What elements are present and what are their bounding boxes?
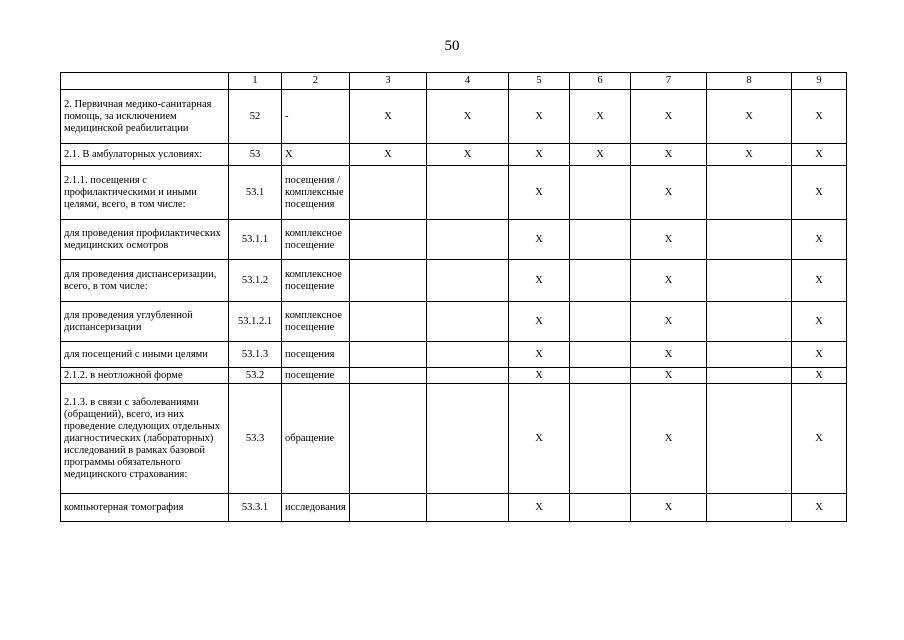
- value-cell: X: [792, 302, 847, 342]
- table-row: [61, 302, 847, 342]
- table-row: [61, 166, 847, 220]
- value-cell: [570, 302, 631, 342]
- value-cell: X: [509, 166, 570, 220]
- value-cell: [427, 302, 509, 342]
- value-cell: X: [509, 368, 570, 384]
- row-name-cell: для проведения диспансеризации, всего, в том числе:: [61, 260, 229, 302]
- value-cell: X: [509, 260, 570, 302]
- value-cell: X: [707, 90, 792, 144]
- row-name-cell: для посещений с иными целями: [61, 342, 229, 368]
- value-cell: X: [631, 302, 707, 342]
- value-cell: X: [631, 384, 707, 494]
- value-cell: X: [631, 342, 707, 368]
- value-cell: [350, 342, 427, 368]
- value-cell: X: [631, 166, 707, 220]
- header-row: [61, 73, 847, 90]
- value-cell: [570, 342, 631, 368]
- value-cell: [350, 368, 427, 384]
- row-unit-cell: комплексное посещение: [282, 220, 350, 260]
- value-cell: X: [631, 494, 707, 522]
- row-number-cell: 53: [229, 144, 282, 166]
- value-cell: [350, 302, 427, 342]
- value-cell: [707, 302, 792, 342]
- table-row: [61, 384, 847, 494]
- header-cell: 7: [631, 73, 707, 90]
- row-name-cell: 2.1.3. в связи с заболеваниями (обращений), всего, из них проведение следующих отдельных диагностических (лабораторных) исследований в рамках базовой программы обязательного медицинского страхования:: [61, 384, 229, 494]
- value-cell: X: [631, 260, 707, 302]
- value-cell: X: [509, 342, 570, 368]
- value-cell: X: [509, 494, 570, 522]
- row-number-cell: 53.3.1: [229, 494, 282, 522]
- value-cell: [707, 220, 792, 260]
- table-row: [61, 144, 847, 166]
- row-number-cell: 53.1.1: [229, 220, 282, 260]
- row-number-cell: 53.1.2: [229, 260, 282, 302]
- row-name-cell: компьютерная томография: [61, 494, 229, 522]
- value-cell: [350, 166, 427, 220]
- table-row: [61, 90, 847, 144]
- value-cell: [427, 342, 509, 368]
- value-cell: X: [631, 368, 707, 384]
- value-cell: X: [509, 220, 570, 260]
- value-cell: [350, 384, 427, 494]
- value-cell: [427, 166, 509, 220]
- value-cell: [350, 494, 427, 522]
- value-cell: X: [631, 144, 707, 166]
- value-cell: [707, 260, 792, 302]
- value-cell: X: [350, 144, 427, 166]
- value-cell: X: [509, 302, 570, 342]
- row-number-cell: 53.1.2.1: [229, 302, 282, 342]
- row-unit-cell: посещения: [282, 342, 350, 368]
- value-cell: [570, 260, 631, 302]
- table-row: [61, 342, 847, 368]
- value-cell: [707, 384, 792, 494]
- row-name-cell: для проведения углубленной диспансеризации: [61, 302, 229, 342]
- header-cell: 1: [229, 73, 282, 90]
- row-unit-cell: X: [282, 144, 350, 166]
- header-cell: 9: [792, 73, 847, 90]
- row-number-cell: 53.1: [229, 166, 282, 220]
- value-cell: X: [631, 90, 707, 144]
- value-cell: X: [792, 144, 847, 166]
- row-number-cell: 53.1.3: [229, 342, 282, 368]
- value-cell: [427, 260, 509, 302]
- value-cell: [570, 494, 631, 522]
- value-cell: X: [427, 90, 509, 144]
- row-unit-cell: исследования: [282, 494, 350, 522]
- value-cell: [570, 220, 631, 260]
- value-cell: X: [350, 90, 427, 144]
- value-cell: [570, 384, 631, 494]
- value-cell: [427, 494, 509, 522]
- row-number-cell: 53.3: [229, 384, 282, 494]
- header-cell: [61, 73, 229, 90]
- value-cell: X: [792, 220, 847, 260]
- value-cell: X: [631, 220, 707, 260]
- value-cell: X: [792, 494, 847, 522]
- value-cell: X: [792, 260, 847, 302]
- row-unit-cell: -: [282, 90, 350, 144]
- table-row: [61, 220, 847, 260]
- row-unit-cell: комплексное посещение: [282, 302, 350, 342]
- value-cell: X: [570, 90, 631, 144]
- table-row: [61, 368, 847, 384]
- value-cell: [570, 368, 631, 384]
- row-name-cell: 2.1.1. посещения с профилактическими и иными целями, всего, в том числе:: [61, 166, 229, 220]
- value-cell: [427, 368, 509, 384]
- header-cell: 3: [350, 73, 427, 90]
- value-cell: X: [792, 384, 847, 494]
- table-row: [61, 260, 847, 302]
- value-cell: [427, 220, 509, 260]
- row-unit-cell: посещение: [282, 368, 350, 384]
- header-cell: 2: [282, 73, 350, 90]
- value-cell: [707, 342, 792, 368]
- value-cell: [707, 166, 792, 220]
- row-unit-cell: комплексное посещение: [282, 260, 350, 302]
- value-cell: X: [509, 384, 570, 494]
- value-cell: [350, 220, 427, 260]
- header-cell: 8: [707, 73, 792, 90]
- row-unit-cell: посещения /комплексные посещения: [282, 166, 350, 220]
- header-cell: 4: [427, 73, 509, 90]
- table-row: [61, 494, 847, 522]
- value-cell: [350, 260, 427, 302]
- value-cell: X: [427, 144, 509, 166]
- value-cell: X: [707, 144, 792, 166]
- value-cell: [707, 494, 792, 522]
- value-cell: [427, 384, 509, 494]
- row-name-cell: для проведения профилактических медицинских осмотров: [61, 220, 229, 260]
- value-cell: X: [570, 144, 631, 166]
- header-cell: 6: [570, 73, 631, 90]
- value-cell: [707, 368, 792, 384]
- value-cell: X: [792, 342, 847, 368]
- value-cell: X: [792, 166, 847, 220]
- row-number-cell: 53.2: [229, 368, 282, 384]
- header-cell: 5: [509, 73, 570, 90]
- row-name-cell: 2.1.2. в неотложной форме: [61, 368, 229, 384]
- row-unit-cell: обращение: [282, 384, 350, 494]
- row-name-cell: 2.1. В амбулаторных условиях:: [61, 144, 229, 166]
- value-cell: [570, 166, 631, 220]
- value-cell: X: [792, 368, 847, 384]
- row-name-cell: 2. Первичная медико-санитарная помощь, за исключением медицинской реабилитации: [61, 90, 229, 144]
- page-number: 50: [444, 38, 460, 54]
- value-cell: X: [792, 90, 847, 144]
- row-number-cell: 52: [229, 90, 282, 144]
- data-table: [60, 72, 847, 522]
- value-cell: X: [509, 144, 570, 166]
- value-cell: X: [509, 90, 570, 144]
